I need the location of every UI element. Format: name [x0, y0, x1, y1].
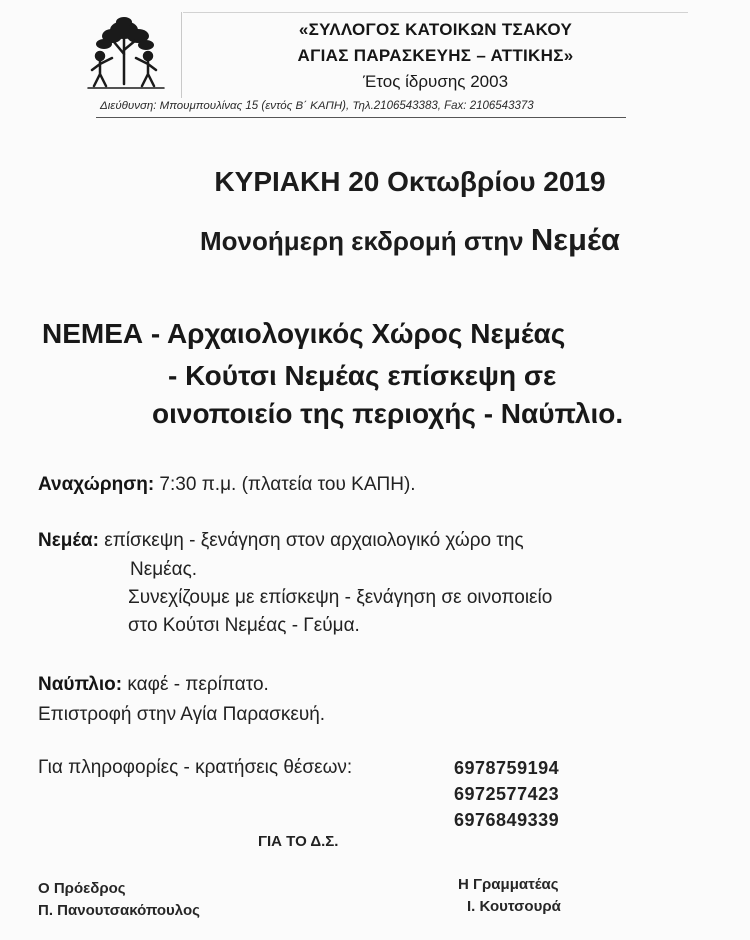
nemea-text-3: Συνεχίζουμε με επίσκεψη - ξενάγηση σε οινοποιείο	[128, 587, 553, 608]
organization-name-line-1: «ΣΥΛΛΟΓΟΣ ΚΑΤΟΙΚΩΝ ΤΣΑΚΟΥ	[298, 20, 573, 39]
departure-label: Αναχώρηση:	[38, 474, 155, 495]
nemea-text-4: στο Κούτσι Νεμέας - Γεύμα.	[128, 615, 360, 636]
president-name: Π. Πανουτσακόπουλος	[38, 902, 200, 919]
nafplio-label: Ναύπλιο:	[38, 674, 123, 695]
subtitle-destination: Νεμέα	[530, 222, 620, 257]
return-text: Επιστροφή στην Αγία Παρασκευή.	[38, 704, 326, 725]
phone-number-3: 6976849339	[454, 810, 560, 830]
nafplio-text: καφέ - περίπατο.	[122, 674, 269, 695]
phone-number-1: 6978759194	[454, 758, 560, 778]
subtitle-prefix: Μονοήμερη εκδρομή στην	[199, 226, 531, 256]
nafplio-row	[38, 674, 269, 696]
nemea-label: Νεμέα:	[38, 530, 99, 551]
itinerary-line-1: ΝΕΜΕΑ - Αρχαιολογικός Χώρος Νεμέας	[42, 318, 566, 349]
itinerary-line-2: - Κούτσι Νεμέας επίσκεψη σε	[168, 360, 557, 391]
event-date: ΚΥΡΙΑΚΗ 20 Οκτωβρίου 2019	[214, 166, 606, 197]
info-text: Για πληροφορίες - κρατήσεις θέσεων:	[38, 757, 353, 778]
nemea-text-1: επίσκεψη - ξενάγηση στον αρχαιολογικό χώρο της	[98, 530, 524, 551]
nemea-text-2: Νεμέας.	[130, 559, 198, 580]
organization-name-line-2: ΑΓΙΑΣ ΠΑΡΑΣΚΕΥΗΣ – ΑΤΤΙΚΗΣ»	[297, 46, 574, 65]
association-logo	[84, 14, 170, 96]
event-subtitle	[120, 222, 700, 258]
phone-number-2: 6972577423	[454, 784, 560, 804]
secretary-title: Η Γραμματέας	[458, 876, 559, 893]
header-divider	[181, 12, 182, 98]
president-title: Ο Πρόεδρος	[38, 880, 126, 897]
address-underline	[96, 117, 626, 118]
board-label: ΓΙΑ ΤΟ Δ.Σ.	[258, 833, 339, 850]
secretary-name: Ι. Κουτσουρά	[467, 898, 561, 915]
itinerary-line-3: οινοποιείο της περιοχής - Ναύπλιο.	[152, 398, 624, 429]
founding-year: Έτος ίδρυσης 2003	[362, 72, 509, 91]
departure-row	[38, 474, 416, 496]
departure-text: 7:30 π.μ. (πλατεία του ΚΑΠΗ).	[154, 474, 416, 495]
nemea-row	[38, 530, 524, 552]
contact-address: Διεύθυνση: Μπουμπουλίνας 15 (εντός Β΄ ΚΑΠΗ), Τηλ.2106543383, Fax: 2106543373	[100, 100, 534, 112]
